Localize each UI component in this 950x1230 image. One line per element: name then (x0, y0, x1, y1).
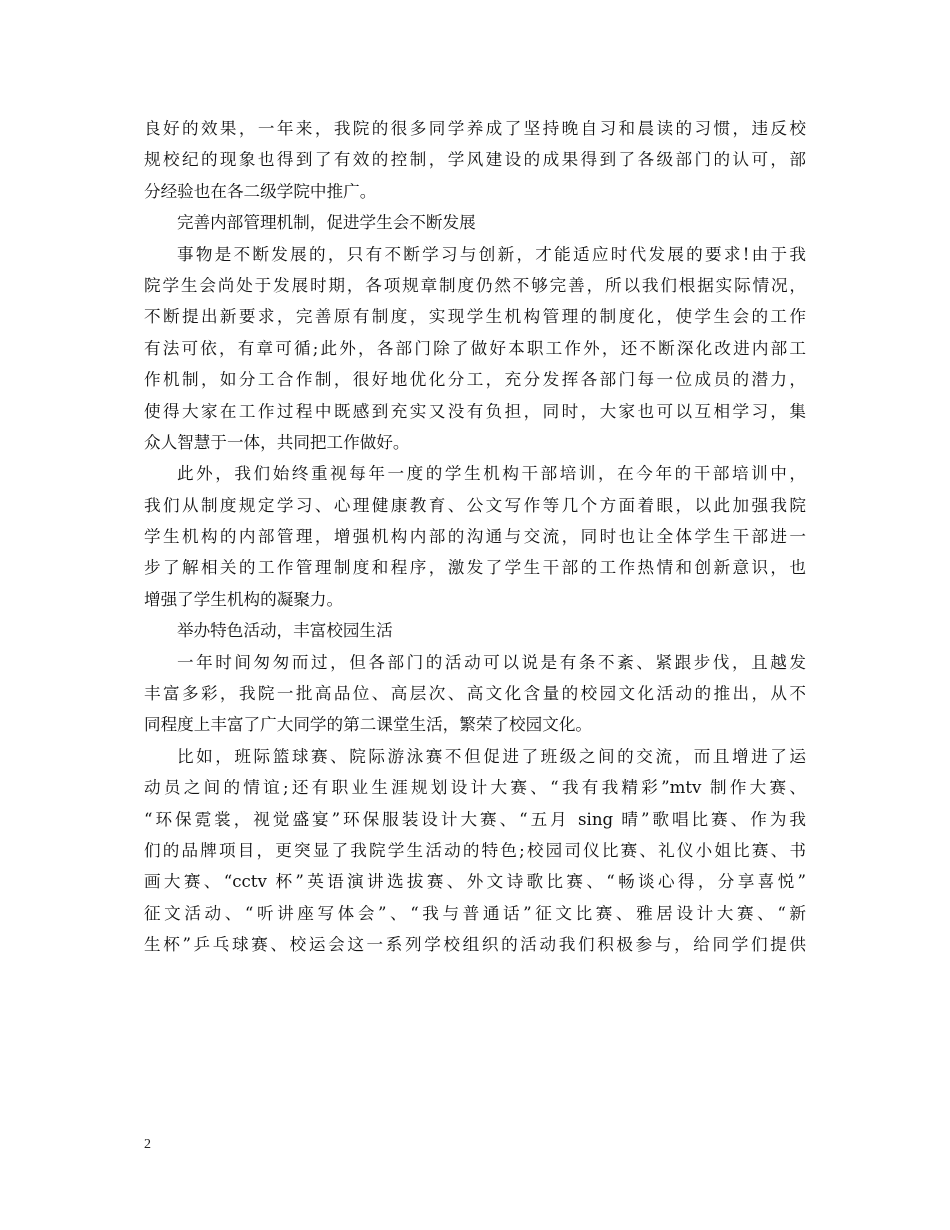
text-line: 使得大家在工作过程中既感到充实又没有负担，同时，大家也可以互相学习，集 (144, 401, 806, 421)
text-line: 我们从制度规定学习、心理健康教育、公文写作等几个方面着眼，以此加强我院 (144, 495, 806, 515)
text-line: 举办特色活动，丰富校园生活 (177, 621, 393, 641)
text-line: 良好的效果，一年来，我院的很多同学养成了坚持晚自习和晨读的习惯，违反校 (144, 119, 806, 138)
text-line: 们的品牌项目，更突显了我院学生活动的特色;校园司仪比赛、礼仪小姐比赛、书 (144, 840, 806, 860)
text-line: 事物是不断发展的，只有不断学习与创新，才能适应时代发展的要求!由于我 (177, 244, 806, 264)
text-line: 有法可依，有章可循;此外，各部门除了做好本职工作外，还不断深化改进内部工 (144, 338, 806, 358)
text-line: 画大赛、“cctv 杯”英语演讲选拔赛、外文诗歌比赛、“畅谈心得，分享喜悦” (144, 872, 806, 892)
text-line: 增强了学生机构的凝聚力。 (144, 589, 344, 609)
text-line: “环保霓裳，视觉盛宴”环保服装设计大赛、“五月 sing 晴”歌唱比赛、作为我 (144, 809, 806, 829)
text-line: 生杯”乒乓球赛、校运会这一系列学校组织的活动我们积极参与，给同学们提供 (144, 935, 806, 955)
text-line: 同程度上丰富了广大同学的第二课堂生活，繁荣了校园文化。 (144, 715, 593, 735)
text-line: 分经验也在各二级学院中推广。 (144, 181, 377, 201)
page-number: 2 (144, 1137, 151, 1152)
text-line: 丰富多彩，我院一批高品位、高层次、高文化含量的校园文化活动的推出，从不 (144, 684, 806, 704)
text-line: 众人智慧于一体，共同把工作做好。 (144, 432, 410, 452)
text-line: 规校纪的现象也得到了有效的控制，学风建设的成果得到了各级部门的认可，部 (144, 150, 806, 170)
text-line: 步了解相关的工作管理制度和程序，激发了学生干部的工作热情和创新意识，也 (144, 558, 806, 578)
text-line: 一年时间匆匆而过，但各部门的活动可以说是有条不紊、紧跟步伐，且越发 (177, 652, 806, 672)
text-line: 完善内部管理机制，促进学生会不断发展 (177, 213, 476, 233)
text-line: 动员之间的情谊;还有职业生涯规划设计大赛、“我有我精彩”mtv 制作大赛、 (144, 778, 806, 798)
text-line: 作机制，如分工合作制，很好地优化分工，充分发挥各部门每一位成员的潜力， (144, 370, 806, 390)
text-line: 此外，我们始终重视每年一度的学生机构干部培训，在今年的干部培训中， (177, 464, 806, 484)
text-line: 院学生会尚处于发展时期，各项规章制度仍然不够完善，所以我们根据实际情况， (144, 275, 806, 295)
text-line: 比如，班际篮球赛、院际游泳赛不但促进了班级之间的交流，而且增进了运 (177, 746, 806, 766)
text-line: 征文活动、“听讲座写体会”、“我与普通话”征文比赛、雅居设计大赛、“新 (144, 903, 806, 923)
text-line: 不断提出新要求，完善原有制度，实现学生机构管理的制度化，使学生会的工作 (144, 307, 806, 327)
document-body (144, 113, 806, 961)
text-line: 学生机构的内部管理，增强机构内部的沟通与交流，同时也让全体学生干部进一 (144, 527, 806, 547)
